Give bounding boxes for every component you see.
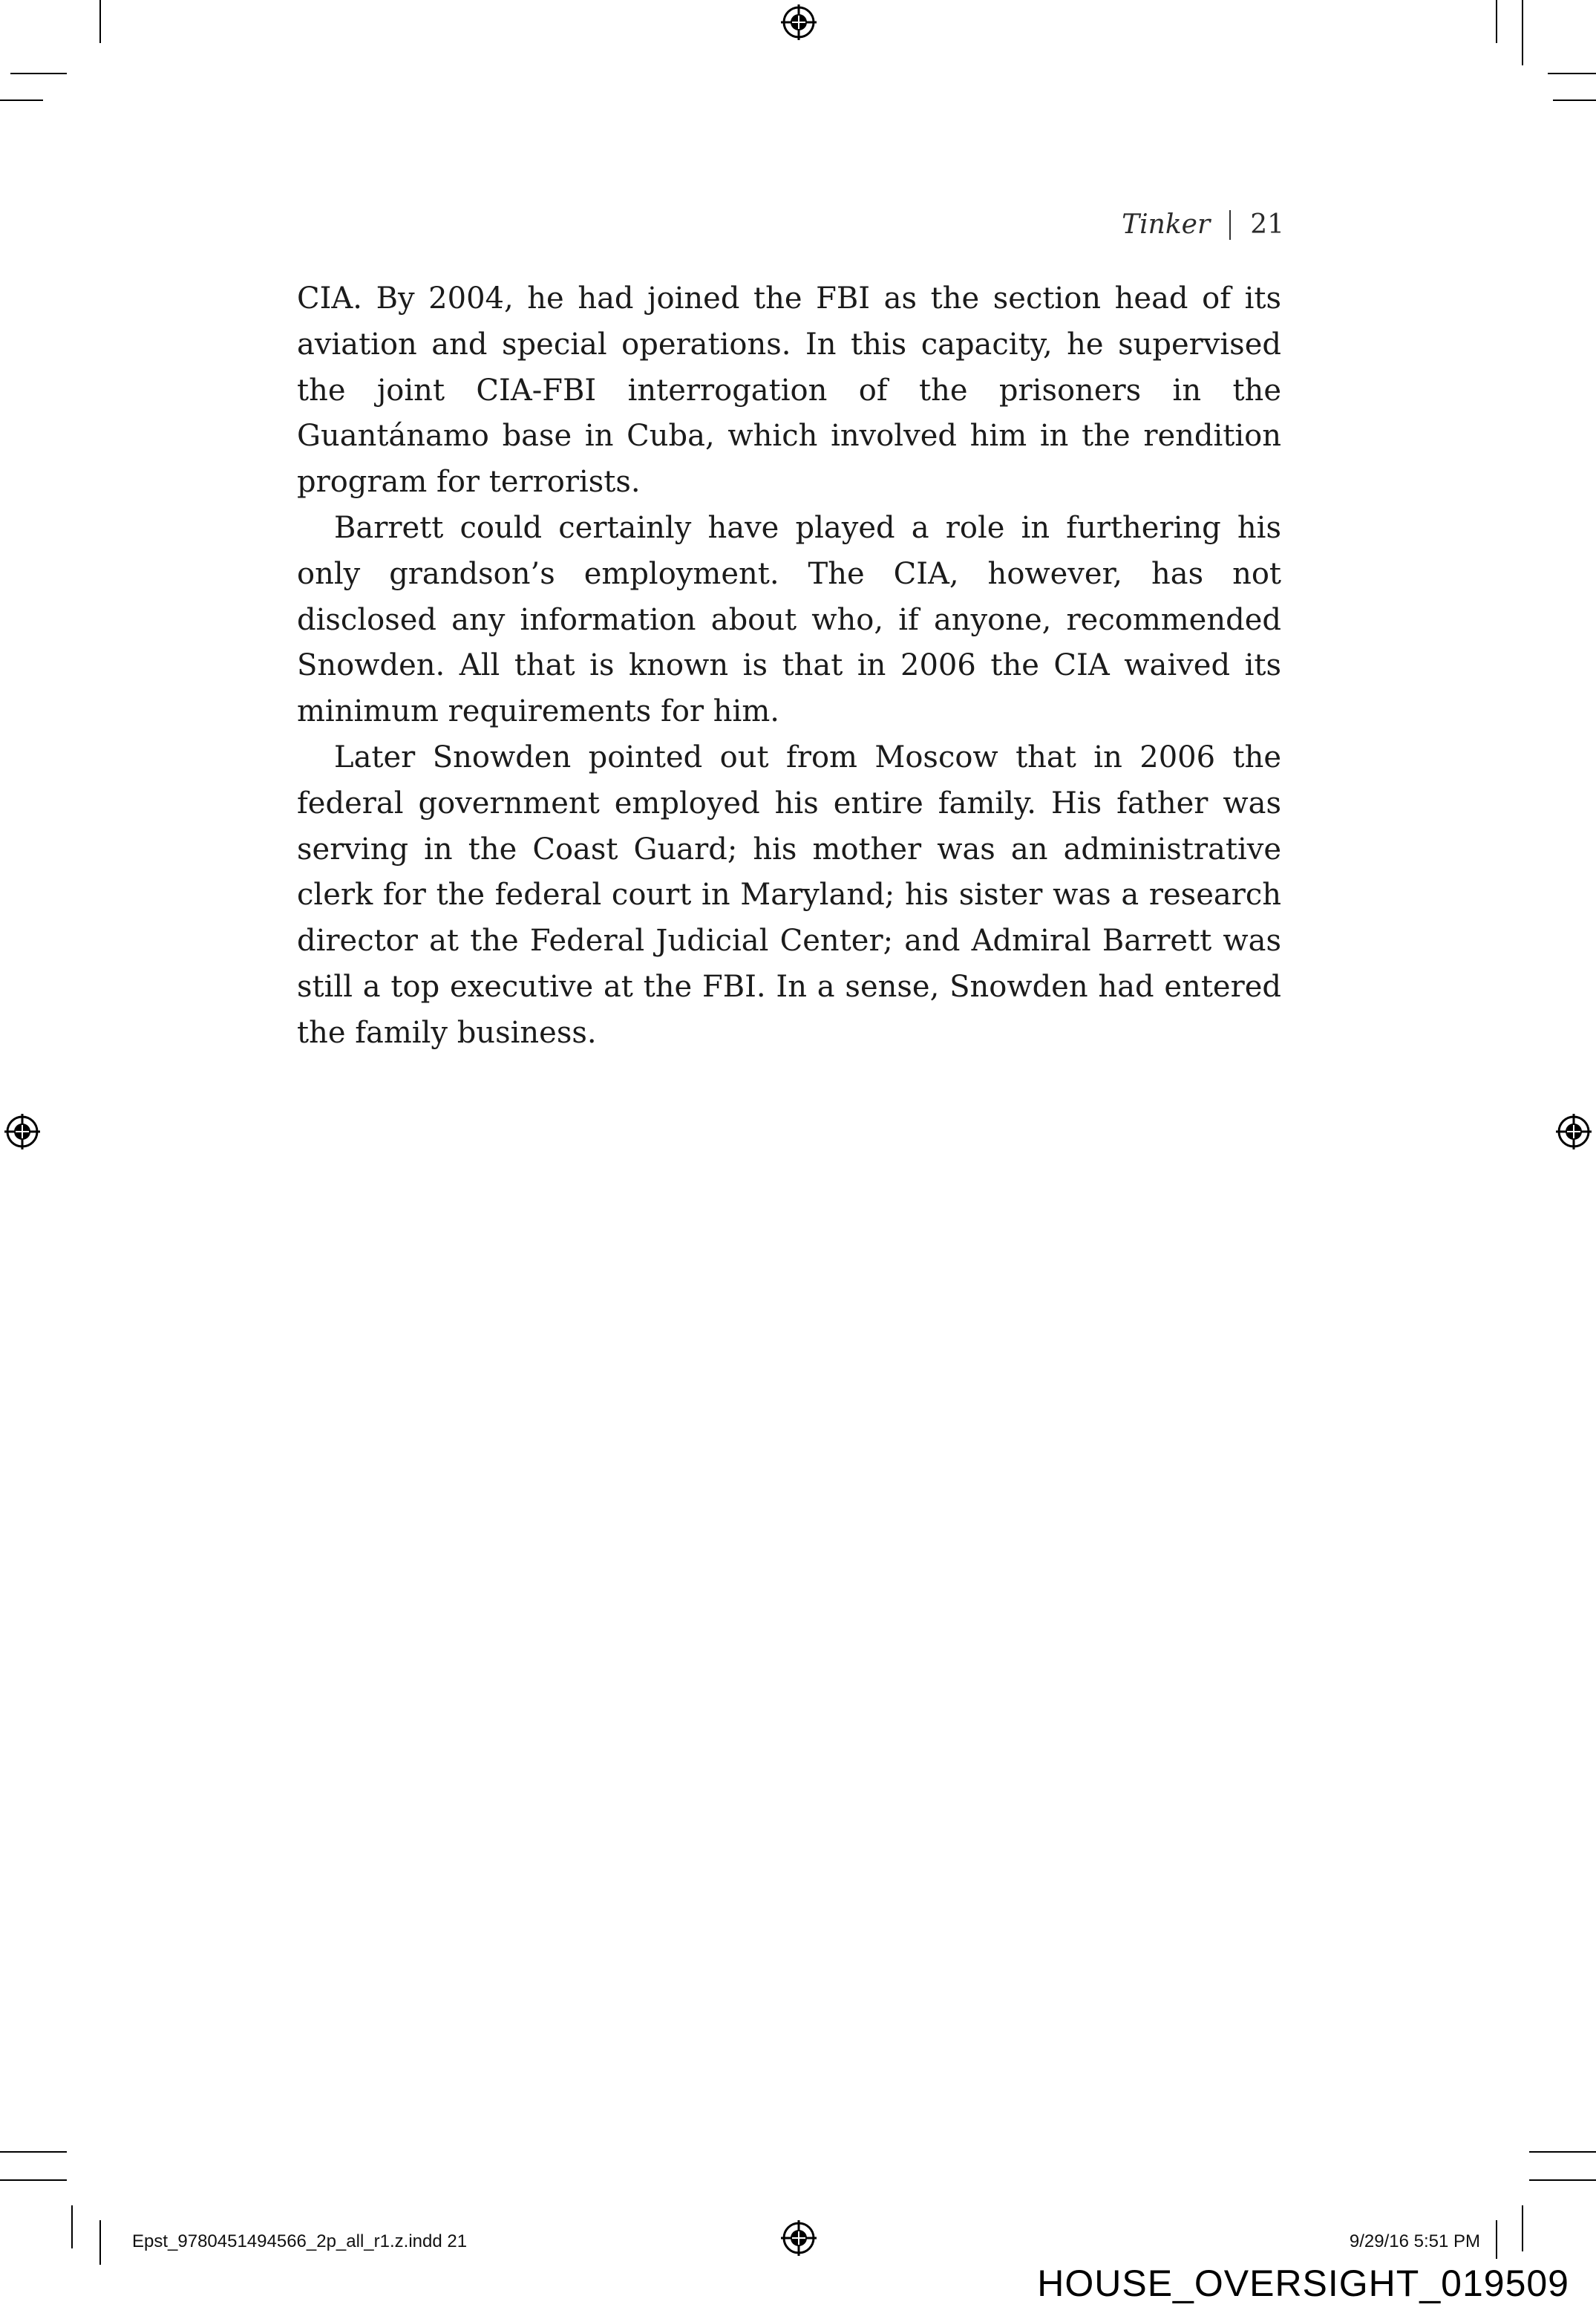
running-head-title: Tinker [1122, 209, 1211, 240]
registration-mark-icon [4, 1114, 40, 1149]
page-number: 21 [1250, 209, 1284, 240]
crop-mark [71, 2205, 73, 2248]
running-head [1122, 209, 1284, 240]
running-head-divider [1229, 210, 1231, 240]
crop-mark [1548, 73, 1596, 74]
crop-mark [99, 0, 101, 43]
registration-mark-icon [1556, 1114, 1592, 1149]
crop-mark [0, 2179, 67, 2181]
registration-mark-icon [781, 2220, 817, 2256]
body-text [297, 276, 1281, 1057]
crop-mark [0, 100, 43, 101]
paragraph: Later Snowden pointed out from Moscow that in 2006 the federal government employed his entire family. His father was serving in the Coast Guard; his mother was an administrative clerk for the federal court in Maryland; his sister was a research director at the Federal Judicial Center; and Admiral Barrett was still a top executive at the FBI. In a sense, Snowden had entered the family business. [297, 740, 1281, 1050]
crop-mark [1529, 2179, 1596, 2181]
crop-mark [1522, 0, 1523, 65]
crop-mark [10, 73, 67, 74]
slug-timestamp: 9/29/16 5:51 PM [1349, 2231, 1480, 2251]
paragraph: Barrett could certainly have played a role in furthering his only grandson’s employment. The CIA, however, has not disclosed any information about who, if anyone, recommended Snowden. All that is known is that in 2006 the CIA waived its minimum requirements for him. [297, 510, 1281, 729]
crop-mark [1496, 2220, 1497, 2259]
crop-mark [1553, 100, 1596, 101]
slug-file-name: Epst_9780451494566_2p_all_r1.z.indd 21 [132, 2231, 468, 2251]
crop-mark [1529, 2151, 1596, 2153]
crop-mark [1496, 0, 1497, 43]
crop-mark [99, 2220, 101, 2265]
crop-mark [1522, 2205, 1523, 2251]
paragraph: CIA. By 2004, he had joined the FBI as the section head of its aviation and special operations. In this capacity, he supervised the joint CIA-FBI interrogation of the prisoners in the Guantánamo base in Cuba, which involved him in the rendition program for terrorists. [297, 281, 1281, 500]
registration-mark-icon [781, 4, 817, 40]
crop-mark [0, 2151, 67, 2153]
bates-number: HOUSE_OVERSIGHT_019509 [1037, 2263, 1569, 2304]
